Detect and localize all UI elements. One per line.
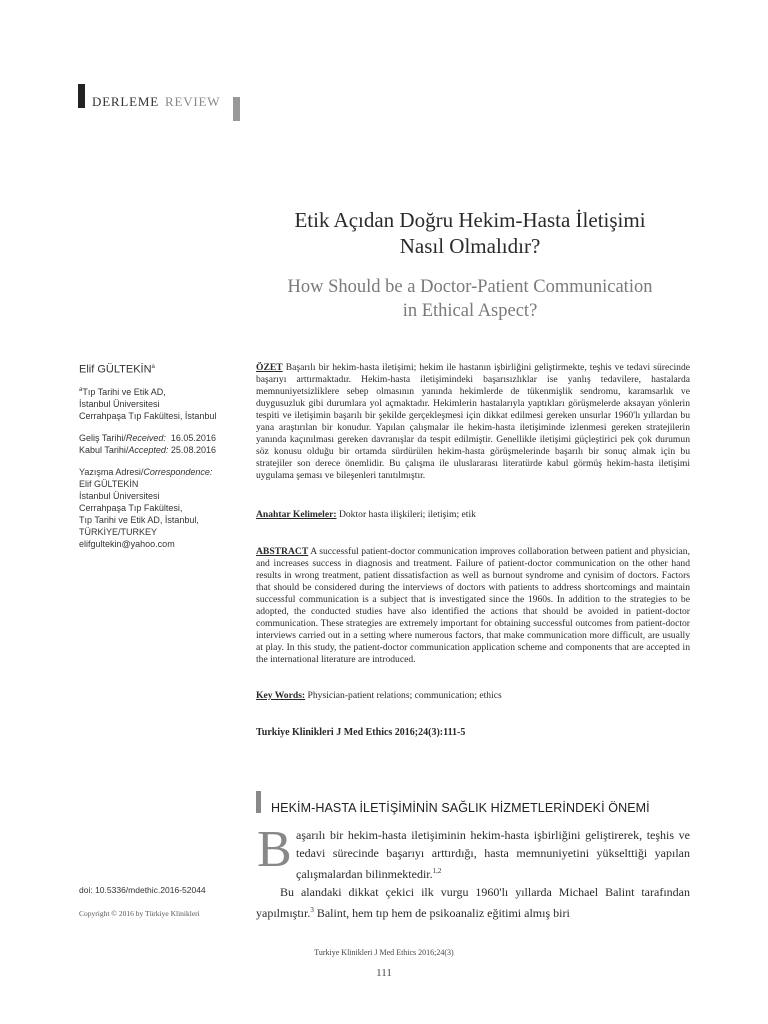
- author-sup: a: [151, 364, 155, 370]
- ozet-abstract: [256, 362, 690, 482]
- title-english: [220, 275, 720, 323]
- article-dates: [79, 432, 249, 456]
- reference-sup: 3: [310, 906, 314, 914]
- keywords-en-label: Key Words:: [256, 690, 306, 701]
- keywords-turkish: Anahtar Kelimeler: Doktor hasta ilişkileri; iletişim; etik: [256, 509, 476, 520]
- author-name: Elif GÜLTEKİN$^a$: [79, 363, 155, 376]
- keywords-english: Key Words: Physician-patient relations; communication; ethics: [256, 690, 502, 701]
- received-date: Geliş Tarihi/Received: 16.05.2016: [79, 432, 216, 443]
- drop-cap: B: [257, 821, 292, 878]
- reference-sup: 1,2: [432, 867, 442, 875]
- page-number: 111: [376, 967, 392, 979]
- citation: Turkiye Klinikleri J Med Ethics 2016;24(3):111-5: [256, 727, 466, 738]
- title-turkish-line: Nasıl Olmalıdır?: [399, 234, 541, 258]
- title-english-line: in Ethical Aspect?: [402, 301, 538, 321]
- article-type-tag: [92, 94, 220, 110]
- correspondence: Yazışma Adresi/Correspondence: Elif GÜLTEKİN İstanbul Üniversitesi Cerrahpaşa Tıp Fakültesi, Tıp Tarihi ve Etik AD, İstanbul, TÜRKİYE/TURKEY elifgultekin@yahoo.com: [79, 466, 249, 550]
- affiliation: $^a$Tıp Tarihi ve Etik AD, İstanbul Üniversitesi Cerrahpaşa Tıp Fakültesi, İstanbul: [79, 386, 217, 421]
- correspondence-label: Yazışma Adresi/Correspondence:: [79, 466, 213, 477]
- affiliation-sup: a: [79, 386, 83, 393]
- article-type-en: REVIEW: [164, 94, 221, 109]
- correspondence-email[interactable]: elifgultekin@yahoo.com: [79, 538, 175, 549]
- accepted-date: Kabul Tarihi/Accepted: 25.08.2016: [79, 444, 216, 455]
- title-turkish-line: Etik Açıdan Doğru Hekim-Hasta İletişimi: [294, 208, 646, 232]
- body-paragraph: aşarılı bir hekim-hasta iletişiminin hekim-hasta işbirliğini geliştirerek, teşhis ve tedavi sürecinde başarıyı arttırdığı, hasta memnuniyetini yükselttiği yapılan çalışmalardan bilinmektedir.$^{1,2}$: [296, 828, 690, 881]
- ozet-label: ÖZET: [256, 362, 283, 373]
- header-tag-bar: [78, 84, 85, 108]
- keywords-tr-label: Anahtar Kelimeler:: [256, 509, 337, 520]
- abstract-label: ABSTRACT: [256, 546, 309, 557]
- ozet-text: Başarılı bir hekim-hasta iletişimi; hekim ile hastanın işbirliğini geliştirmekte, teşhis ve tedavi sürecinde başarıyı arttırmaktadır. Hekim-hasta iletişimindeki başarısızlıklar ise yanlış tedavilere, hastalarda memnuniyetsizliklere sebep olmasının yanında hekimlerde de tükenmişlik sendromu, karamsarlık ve duygusuzluk gibi durumlara yol açmaktadır. Hekimlerin hastalarıyla yaptıkları görüşmelerde aksayan yönlerin tespiti ve iletişimin başarılı bir şekilde gerçekleşmesi için dikkat edilmesi gereken unsurlar 1960'lı yıllardan bu yana araştırılan bir konudur. Yapılan çalışmalar ile hekim-hasta iletişiminde izlenmesi gereken stratejilerin yanında kaçınılması gereken davranışlar da tespit edilmiştir. Genellikle iletişimi güçleştirici pek çok durumun söz konusu olduğu bir ortamda sürdürülen hekim-hasta görüşmelerinde başarılı bir sonuç almak için bu stratejiler son derece önemlidir. Bu çalışma ile uluslararası literatürde kabul görmüş hekim-hasta iletişimi uygulama şeması ve bileşenleri tanıtılmıştır.: [256, 362, 690, 481]
- article-type-tr: DERLEME: [92, 94, 159, 109]
- footer-journal: Turkiye Klinikleri J Med Ethics 2016;24(3): [314, 948, 454, 957]
- abstract-text: A successful patient-doctor communication improves collaboration between patient and physician, and increases success in diagnosis and treatment. Failure of patient-doctor communication on the other hand results in wrong treatment, patient dissatisfaction as well as burnout syndrome and cynisim of doctors. Factors that should be considered during the interviews of doctors with patients to address shortcomings and maintain successful communication is a subject that is investigated since the 1960s. In addition to the strategies to be adopted, the conducted studies have also identified the actions that should be avoided in patient-doctor communication. These strategies are extremely important for obtaining successful outcomes from patient-doctor interviews carried out in a setting where numerous factors, that make communication more difficult, are usually at play. In this study, the patient-doctor communication application scheme and components that are accepted in the international literature are introduced.: [256, 546, 690, 665]
- english-abstract: [256, 546, 690, 666]
- section-title: HEKİM-HASTA İLETİŞİMİNİN SAĞLIK HİZMETLERİNDEKİ ÖNEMİ: [271, 801, 650, 815]
- section-heading-bar: [256, 791, 261, 813]
- author-info-column: [79, 361, 249, 560]
- title-turkish: [220, 207, 720, 259]
- title-english-line: How Should be a Doctor-Patient Communication: [287, 277, 653, 297]
- copyright: Copyright © 2016 by Türkiye Klinikleri: [79, 909, 200, 918]
- header-tag-bar-gray: [233, 97, 240, 121]
- doi[interactable]: doi: 10.5336/mdethic.2016-52044: [79, 885, 206, 895]
- body-paragraph: Bu alandaki dikkat çekici ilk vurgu 1960'lı yıllarda Michael Balint tarafından yapılmıştır.$^3$ Balint, hem tıp hem de psikoanaliz eğitimi almış biri: [256, 885, 690, 920]
